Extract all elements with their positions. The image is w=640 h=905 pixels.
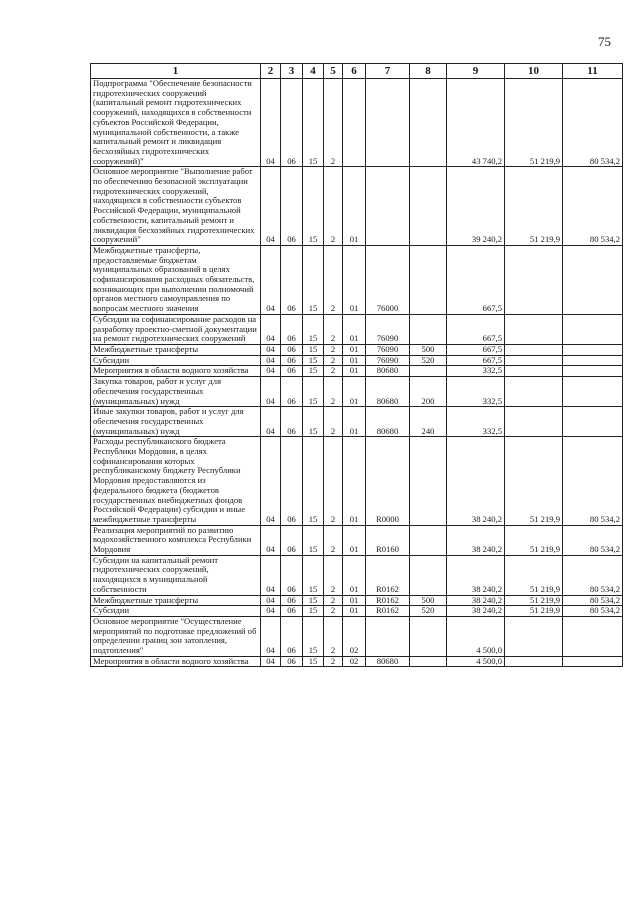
table-row [91, 79, 623, 167]
cell-expense-type [410, 437, 447, 525]
cell-event: 01 [343, 606, 366, 617]
cell-subsection: 06 [281, 377, 303, 407]
cell-expense-type: 520 [410, 606, 447, 617]
cell-section: 04 [261, 555, 281, 595]
cell-section: 04 [261, 79, 281, 167]
cell-direction: R0162 [366, 606, 410, 617]
cell-program: 15 [303, 656, 324, 667]
table-row [91, 344, 623, 355]
column-header: 4 [303, 64, 324, 79]
cell-program: 15 [303, 314, 324, 344]
cell-amount-year1: 4 500,0 [447, 616, 505, 656]
cell-expense-type [410, 525, 447, 555]
cell-program: 15 [303, 355, 324, 366]
cell-amount-year2: 51 219,9 [505, 555, 563, 595]
cell-event: 01 [343, 344, 366, 355]
cell-direction [366, 167, 410, 246]
row-name: Субсидии [91, 606, 261, 617]
row-name: Мероприятия в области водного хозяйства [91, 366, 261, 377]
cell-direction: 80680 [366, 377, 410, 407]
cell-section: 04 [261, 245, 281, 314]
row-name: Реализация мероприятий по развитию водохозяйственного комплекса Республики Мордовия [91, 525, 261, 555]
cell-expense-type [410, 167, 447, 246]
row-name: Подпрограмма "Обеспечение безопасности гидротехнических сооружений (капитальный ремонт гидротехнических сооружений, находящихся в собственности субъектов Российской Федерации, муниципальной собственности, а также капитальный ремонт и ликвидация бесхозяйных гидротехнических сооружений)" [91, 79, 261, 167]
cell-program: 15 [303, 525, 324, 555]
cell-direction: 80680 [366, 407, 410, 437]
cell-subprogram: 2 [324, 407, 343, 437]
column-header: 11 [563, 64, 623, 79]
cell-amount-year1: 667,5 [447, 314, 505, 344]
cell-amount-year2: 51 219,9 [505, 437, 563, 525]
cell-amount-year3: 80 534,2 [563, 79, 623, 167]
cell-amount-year2: 51 219,9 [505, 167, 563, 246]
cell-amount-year2 [505, 656, 563, 667]
cell-program: 15 [303, 407, 324, 437]
cell-section: 04 [261, 525, 281, 555]
row-name: Субсидии на капитальный ремонт гидротехнических сооружений, находящихся в муниципальной собственности [91, 555, 261, 595]
cell-program: 15 [303, 245, 324, 314]
cell-subprogram: 2 [324, 167, 343, 246]
table-row [91, 407, 623, 437]
page-number: 75 [598, 34, 611, 49]
column-header: 5 [324, 64, 343, 79]
table-row [91, 437, 623, 525]
table-row [91, 377, 623, 407]
cell-amount-year1: 332,5 [447, 366, 505, 377]
cell-subsection: 06 [281, 555, 303, 595]
cell-direction: 76090 [366, 314, 410, 344]
cell-event: 01 [343, 525, 366, 555]
table-row [91, 314, 623, 344]
cell-amount-year3 [563, 377, 623, 407]
table-row [91, 355, 623, 366]
row-name: Субсидии [91, 355, 261, 366]
cell-program: 15 [303, 437, 324, 525]
cell-amount-year3: 80 534,2 [563, 606, 623, 617]
cell-event: 01 [343, 167, 366, 246]
cell-section: 04 [261, 355, 281, 366]
row-name: Основное мероприятие "Осуществление мероприятий по подготовке предложений об определении границ зон затопления, подтопления" [91, 616, 261, 656]
cell-amount-year3: 80 534,2 [563, 167, 623, 246]
cell-section: 04 [261, 344, 281, 355]
cell-amount-year1: 38 240,2 [447, 437, 505, 525]
row-name: Иные закупки товаров, работ и услуг для обеспечения государственных (муниципальных) нужд [91, 407, 261, 437]
cell-amount-year3 [563, 355, 623, 366]
cell-amount-year3: 80 534,2 [563, 525, 623, 555]
column-header: 8 [410, 64, 447, 79]
cell-direction: 76090 [366, 344, 410, 355]
budget-table [90, 63, 623, 667]
cell-subsection: 06 [281, 595, 303, 606]
cell-subsection: 06 [281, 525, 303, 555]
cell-event: 01 [343, 407, 366, 437]
cell-section: 04 [261, 656, 281, 667]
cell-event: 01 [343, 595, 366, 606]
cell-subsection: 06 [281, 167, 303, 246]
table-row [91, 606, 623, 617]
cell-direction [366, 79, 410, 167]
cell-direction: 76090 [366, 355, 410, 366]
cell-amount-year1: 667,5 [447, 355, 505, 366]
row-name: Закупка товаров, работ и услуг для обеспечения государственных (муниципальных) нужд [91, 377, 261, 407]
cell-amount-year3 [563, 656, 623, 667]
cell-program: 15 [303, 595, 324, 606]
cell-program: 15 [303, 377, 324, 407]
cell-expense-type: 200 [410, 377, 447, 407]
table-row [91, 245, 623, 314]
cell-amount-year1: 38 240,2 [447, 555, 505, 595]
cell-amount-year2 [505, 344, 563, 355]
cell-amount-year2 [505, 245, 563, 314]
cell-event: 01 [343, 555, 366, 595]
cell-direction: R0162 [366, 555, 410, 595]
cell-event: 02 [343, 656, 366, 667]
cell-event: 01 [343, 437, 366, 525]
column-header: 6 [343, 64, 366, 79]
cell-expense-type [410, 656, 447, 667]
cell-amount-year1: 667,5 [447, 344, 505, 355]
cell-subprogram: 2 [324, 595, 343, 606]
cell-subprogram: 2 [324, 656, 343, 667]
cell-subsection: 06 [281, 366, 303, 377]
cell-amount-year1: 667,5 [447, 245, 505, 314]
row-name: Субсидии на софинансирование расходов на разработку проектно-сметной документации на ремонт гидротехнических сооружений [91, 314, 261, 344]
cell-expense-type [410, 79, 447, 167]
cell-subprogram: 2 [324, 344, 343, 355]
cell-direction: R0000 [366, 437, 410, 525]
column-header: 10 [505, 64, 563, 79]
cell-subprogram: 2 [324, 437, 343, 525]
cell-subprogram: 2 [324, 555, 343, 595]
cell-amount-year1: 332,5 [447, 377, 505, 407]
cell-subsection: 06 [281, 656, 303, 667]
cell-amount-year2 [505, 616, 563, 656]
cell-amount-year2: 51 219,9 [505, 595, 563, 606]
cell-section: 04 [261, 314, 281, 344]
cell-amount-year1: 38 240,2 [447, 595, 505, 606]
cell-amount-year2 [505, 355, 563, 366]
cell-subprogram: 2 [324, 79, 343, 167]
table-row [91, 595, 623, 606]
cell-subsection: 06 [281, 245, 303, 314]
cell-amount-year3: 80 534,2 [563, 437, 623, 525]
cell-subprogram: 2 [324, 366, 343, 377]
cell-direction: 80680 [366, 656, 410, 667]
cell-event: 01 [343, 355, 366, 366]
cell-section: 04 [261, 377, 281, 407]
cell-amount-year2 [505, 377, 563, 407]
cell-subprogram: 2 [324, 245, 343, 314]
cell-section: 04 [261, 437, 281, 525]
column-header: 7 [366, 64, 410, 79]
column-header: 9 [447, 64, 505, 79]
cell-section: 04 [261, 606, 281, 617]
cell-section: 04 [261, 616, 281, 656]
table-row [91, 167, 623, 246]
cell-program: 15 [303, 366, 324, 377]
cell-subsection: 06 [281, 616, 303, 656]
header-row [91, 64, 623, 79]
cell-section: 04 [261, 366, 281, 377]
cell-program: 15 [303, 79, 324, 167]
cell-subsection: 06 [281, 79, 303, 167]
table-row [91, 656, 623, 667]
cell-subprogram: 2 [324, 355, 343, 366]
cell-event: 01 [343, 314, 366, 344]
cell-subprogram: 2 [324, 525, 343, 555]
cell-amount-year2: 51 219,9 [505, 606, 563, 617]
cell-event: 01 [343, 366, 366, 377]
cell-amount-year1: 38 240,2 [447, 525, 505, 555]
cell-expense-type [410, 616, 447, 656]
cell-direction: 80680 [366, 366, 410, 377]
cell-amount-year1: 38 240,2 [447, 606, 505, 617]
cell-program: 15 [303, 167, 324, 246]
cell-amount-year2: 51 219,9 [505, 79, 563, 167]
cell-section: 04 [261, 167, 281, 246]
cell-subsection: 06 [281, 407, 303, 437]
cell-amount-year3 [563, 616, 623, 656]
cell-subsection: 06 [281, 314, 303, 344]
table-row [91, 555, 623, 595]
cell-amount-year1: 332,5 [447, 407, 505, 437]
cell-direction [366, 616, 410, 656]
cell-section: 04 [261, 407, 281, 437]
cell-direction: 76000 [366, 245, 410, 314]
cell-amount-year2 [505, 366, 563, 377]
row-name: Основное мероприятие "Выполнение работ по обеспечению безопасной эксплуатации гидротехнических сооружений, находящихся в собственности субъектов Российской Федерации, муниципальной собственности, капитальный ремонт и ликвидация бесхозяйных гидротехнических сооружений" [91, 167, 261, 246]
cell-subsection: 06 [281, 437, 303, 525]
column-header: 3 [281, 64, 303, 79]
cell-expense-type: 500 [410, 344, 447, 355]
cell-subprogram: 2 [324, 616, 343, 656]
cell-direction: R0162 [366, 595, 410, 606]
row-name: Мероприятия в области водного хозяйства [91, 656, 261, 667]
cell-expense-type [410, 314, 447, 344]
cell-subprogram: 2 [324, 377, 343, 407]
column-header: 2 [261, 64, 281, 79]
cell-amount-year2: 51 219,9 [505, 525, 563, 555]
cell-amount-year3: 80 534,2 [563, 555, 623, 595]
cell-amount-year3 [563, 314, 623, 344]
cell-expense-type [410, 366, 447, 377]
cell-expense-type [410, 555, 447, 595]
cell-event: 01 [343, 377, 366, 407]
cell-amount-year1: 4 500,0 [447, 656, 505, 667]
cell-expense-type: 500 [410, 595, 447, 606]
cell-event: 02 [343, 616, 366, 656]
cell-subprogram: 2 [324, 606, 343, 617]
table-row [91, 525, 623, 555]
row-name: Расходы республиканского бюджета Республики Мордовия, в целях софинансирования которых республиканскому бюджету Республики Мордовия предоставляются из федерального бюджета (бюджетов государственных внебюджетных фондов Российской Федерации) субсидии и иные межбюджетные трансферты [91, 437, 261, 525]
cell-expense-type: 240 [410, 407, 447, 437]
column-header: 1 [91, 64, 261, 79]
cell-amount-year1: 43 740,2 [447, 79, 505, 167]
cell-program: 15 [303, 344, 324, 355]
cell-expense-type: 520 [410, 355, 447, 366]
cell-amount-year1: 39 240,2 [447, 167, 505, 246]
cell-expense-type [410, 245, 447, 314]
cell-subsection: 06 [281, 355, 303, 366]
cell-subsection: 06 [281, 606, 303, 617]
cell-section: 04 [261, 595, 281, 606]
cell-amount-year3 [563, 245, 623, 314]
table-row [91, 616, 623, 656]
cell-amount-year2 [505, 314, 563, 344]
cell-subsection: 06 [281, 344, 303, 355]
cell-amount-year3 [563, 407, 623, 437]
cell-program: 15 [303, 616, 324, 656]
cell-amount-year2 [505, 407, 563, 437]
cell-amount-year3 [563, 366, 623, 377]
cell-direction: R0160 [366, 525, 410, 555]
cell-amount-year3: 80 534,2 [563, 595, 623, 606]
row-name: Межбюджетные трансферты [91, 595, 261, 606]
cell-program: 15 [303, 606, 324, 617]
table-row [91, 366, 623, 377]
cell-program: 15 [303, 555, 324, 595]
cell-subprogram: 2 [324, 314, 343, 344]
row-name: Межбюджетные трансферты, предоставляемые бюджетам муниципальных образований в целях софинансирования расходных обязательств, возникающих при выполнении полномочий органов местного самоуправления по вопросам местного значения [91, 245, 261, 314]
cell-event: 01 [343, 245, 366, 314]
cell-amount-year3 [563, 344, 623, 355]
row-name: Межбюджетные трансферты [91, 344, 261, 355]
cell-event [343, 79, 366, 167]
